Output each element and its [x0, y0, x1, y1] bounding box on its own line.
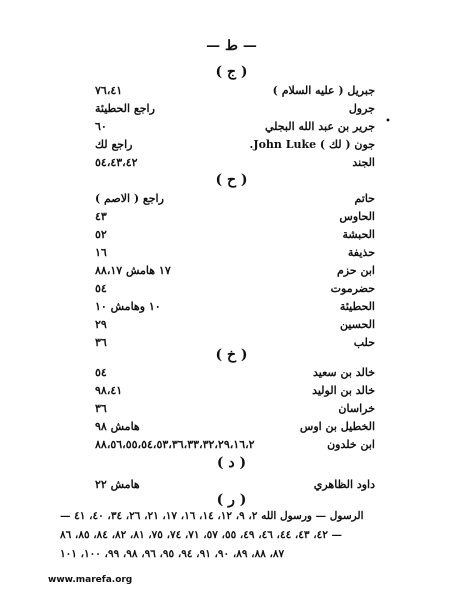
entry-name: جبريل ( عليه السلام )	[272, 84, 375, 97]
entry-pages: ٤٣	[95, 210, 107, 223]
index-entry	[95, 282, 375, 300]
index-entry	[95, 246, 375, 264]
entry-pages: ٣٦	[95, 402, 107, 415]
index-entry	[95, 438, 375, 456]
entry-pages: راجع لك	[95, 138, 133, 151]
entry-pages: ٣٦	[95, 336, 107, 349]
entry-name: جرير بن عبد الله البجلي	[265, 120, 375, 133]
entry-pages: ٥٤	[95, 366, 107, 379]
entry-pages: هامش ٢٢	[95, 478, 140, 491]
index-entry	[95, 264, 375, 282]
entry-pages: ١٠ وهامش ١٠	[95, 300, 161, 313]
entry-pages: ١٦	[95, 246, 107, 259]
index-entry	[95, 138, 375, 156]
entry-pages: ٨٨،٥٦،٥٥،٥٤،٥٣،٣٦،٣٣،٣٢،٢٩،١٦،٢	[95, 438, 255, 451]
section-header-kha: ( خ )	[215, 347, 248, 363]
index-entry	[95, 84, 375, 102]
entry-pages: هامش ٩٨	[95, 420, 140, 433]
index-entry	[95, 210, 375, 228]
entry-name: جون ( لك ) John Luke.	[249, 138, 375, 151]
index-entry	[95, 318, 375, 336]
entry-name: ابن خلدون	[327, 438, 375, 451]
section-header-ra: ( ر )	[216, 492, 247, 508]
index-entry	[95, 228, 375, 246]
entry-pages: ٥٤،٤٣،٤٢	[95, 156, 138, 169]
index-entry	[95, 102, 375, 120]
entry-name: حاتم	[354, 192, 375, 205]
entry-name: الحطيئة	[339, 300, 375, 313]
index-entry	[95, 402, 375, 420]
entry-name: حضرموت	[330, 282, 375, 295]
entry-name: خراسان	[338, 402, 375, 415]
entry-name: داود الظاهري	[313, 478, 375, 491]
index-entry	[95, 384, 375, 402]
paragraph-line: ٨٧، ٨٨، ٨٩، ٩٠، ٩١، ٩٤، ٩٥، ٩٦، ٩٨، ٩٩، ١٠٠، ١٠١	[60, 548, 285, 560]
entry-name: خالد بن سعيد	[313, 366, 375, 379]
margin-mark: •	[385, 116, 391, 127]
entry-name: الجند	[352, 156, 375, 169]
entry-name: حذيفة	[347, 246, 375, 259]
index-entry	[95, 120, 375, 138]
index-entry	[95, 420, 375, 438]
page-number: — ط —	[206, 38, 257, 54]
entry-name: الحاوس	[339, 210, 375, 223]
index-entry	[95, 192, 375, 210]
entry-pages: راجع الحطيئة	[95, 102, 155, 115]
entry-pages: ٢٩	[95, 318, 107, 331]
paragraph-line: الرسول — ورسول الله ٢، ٩، ١٢، ١٤، ١٦، ١٧، ٢١، ٢٦، ٣٤، ٤٠، ٤١ —	[60, 510, 364, 522]
index-paragraph	[60, 510, 390, 567]
entry-pages: ٦٠	[95, 120, 107, 133]
index-entry	[95, 300, 375, 318]
entry-name: الحبشة	[342, 228, 375, 241]
entry-pages: ٥٤	[95, 282, 107, 295]
entry-name: ابن حزم	[336, 264, 375, 277]
paragraph-line: ٤٢، ٤٣، ٤٤، ٤٦، ٤٩، ٥٥، ٥٧، ٧١، ٧٤، ٧٥، ٨١، ٨٢، ٨٤، ٨٥، ٨٦ —	[60, 529, 343, 541]
section-header-jim: ( ج )	[215, 64, 248, 80]
footer-url: www.marefa.org	[48, 575, 133, 585]
entry-pages: ١٧ هامش ٨٨،١٧	[95, 264, 171, 277]
entry-name: جرول	[348, 102, 375, 115]
section-header-dal: ( د )	[216, 455, 247, 471]
entry-name: حلب	[353, 336, 375, 349]
section-header-ha: ( ح )	[215, 172, 248, 188]
index-entry	[95, 366, 375, 384]
entry-pages: ٩٨،٤١	[95, 384, 123, 397]
entry-name: خالد بن الوليد	[312, 384, 375, 397]
entry-pages: راجع ( الاصم )	[95, 192, 164, 205]
entry-pages: ٥٢	[95, 228, 107, 241]
entry-pages: ٧٦،٤١	[95, 84, 123, 97]
entry-name: الحسين	[339, 318, 375, 331]
entry-name: الخطيل بن اوس	[299, 420, 375, 433]
